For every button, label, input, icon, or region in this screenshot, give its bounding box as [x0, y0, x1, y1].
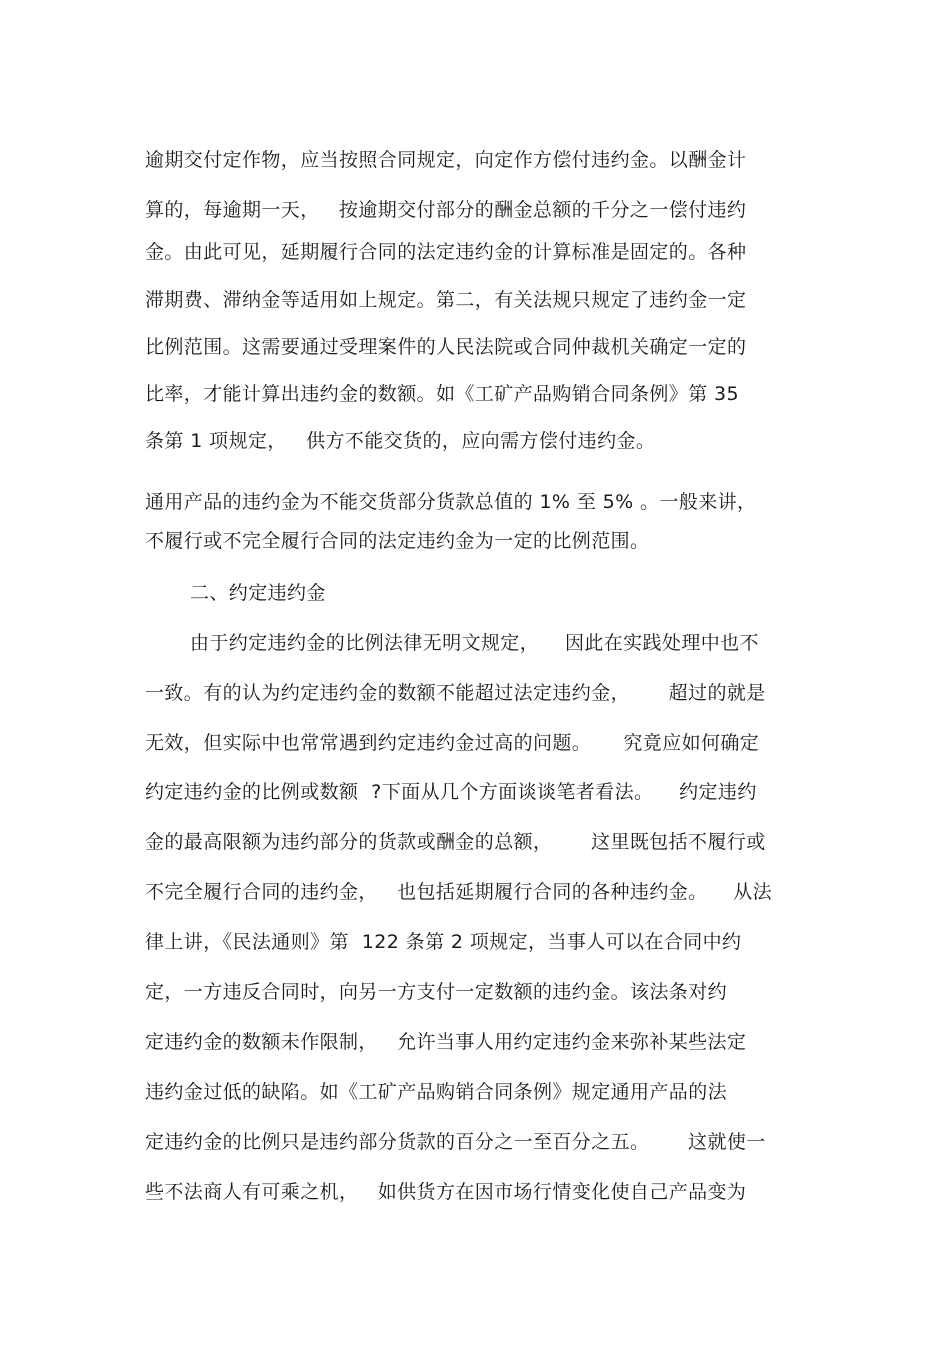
paragraph-line: 不履行或不完全履行合同的法定违约金为一定的比例范围。 — [145, 530, 650, 552]
paragraph-line: 由于约定违约金的比例法律无明文规定， 因此在实践处理中也不 — [190, 632, 759, 654]
paragraph-line: 条第 1 项规定， 供方不能交货的，应向需方偿付违约金。 — [145, 430, 656, 452]
paragraph-line: 律上讲，《民法通则》第 122 条第 2 项规定，当事人可以在合同中约 — [145, 931, 742, 953]
paragraph-line: 金的最高限额为违约部分的货款或酬金的总额， 这里既包括不履行或 — [145, 831, 766, 853]
paragraph-line: 违约金过低的缺陷。如《工矿产品购销合同条例》规定通用产品的法 — [145, 1081, 728, 1103]
paragraph-line: 滞期费、滞纳金等适用如上规定。第二，有关法规只规定了违约金一定 — [145, 289, 747, 311]
paragraph-line: 一致。有的认为约定违约金的数额不能超过法定违约金， 超过的就是 — [145, 682, 766, 704]
paragraph-line: 定违约金的比例只是违约部分货款的百分之一至百分之五。 这就使一 — [145, 1131, 766, 1153]
paragraph-line: 些不法商人有可乘之机， 如供货方在因市场行情变化使自己产品变为 — [145, 1181, 747, 1203]
paragraph-line: 不完全履行合同的违约金， 也包括延期履行合同的各种违约金。 从法 — [145, 881, 773, 903]
paragraph-line: 约定违约金的比例或数额 ?下面从几个方面谈谈笔者看法。 约定违约 — [145, 781, 757, 803]
paragraph-line: 定，一方违反合同时，向另一方支付一定数额的违约金。该法条对约 — [145, 981, 728, 1003]
paragraph-line: 比率，才能计算出违约金的数额。如《工矿产品购销合同条例》第 35 — [145, 383, 740, 405]
paragraph-line: 通用产品的违约金为不能交货部分货款总值的 1% 至 5% 。一般来讲， — [145, 491, 757, 513]
paragraph-line: 比例范围。这需要通过受理案件的人民法院或合同仲裁机关确定一定的 — [145, 336, 747, 358]
paragraph-line: 定违约金的数额未作限制， 允许当事人用约定违约金来弥补某些法定 — [145, 1031, 747, 1053]
paragraph-line: 逾期交付定作物，应当按照合同规定，向定作方偿付违约金。以酬金计 — [145, 149, 747, 171]
paragraph-line: 金。由此可见，延期履行合同的法定违约金的计算标准是固定的。各种 — [145, 241, 747, 263]
section-heading: 二、约定违约金 — [190, 582, 326, 604]
paragraph-line: 算的，每逾期一天， 按逾期交付部分的酬金总额的千分之一偿付违约 — [145, 199, 747, 221]
paragraph-line: 无效，但实际中也常常遇到约定违约金过高的问题。 究竟应如何确定 — [145, 732, 760, 754]
